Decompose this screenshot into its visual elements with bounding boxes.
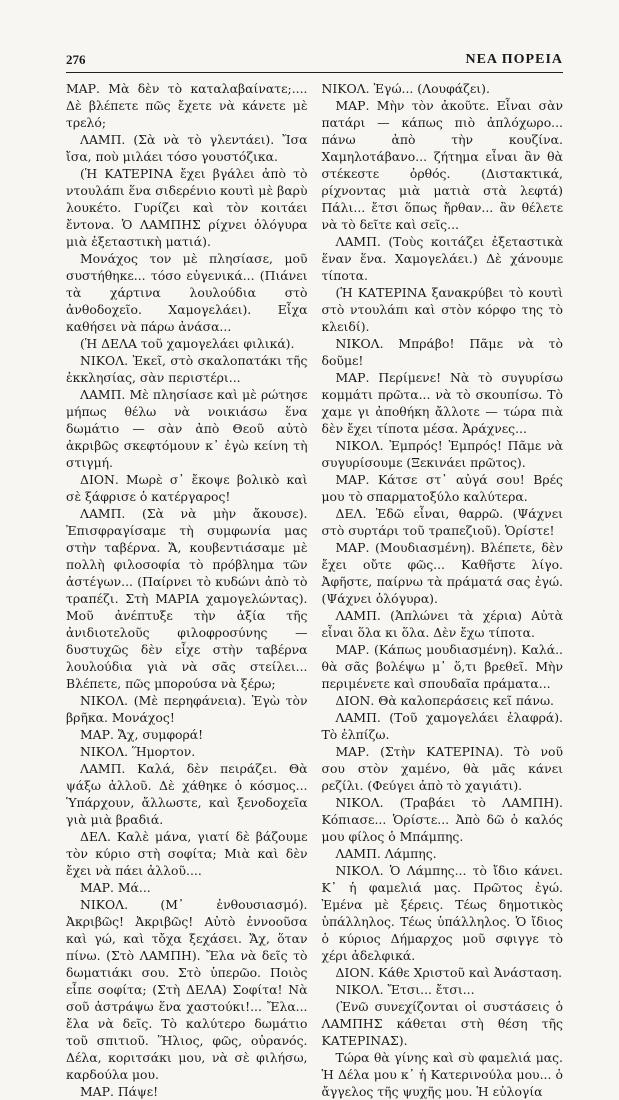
paragraph: (Ἐνῶ συνεχίζονται οἱ συστάσεις ὁ ΛΑΜΠΗΣ κάθεται στὴ θέση τῆς ΚΑΤΕΡΙΝΑΣ).: [321, 999, 563, 1048]
page-number: 276: [66, 52, 86, 67]
paragraph: ΝΙΚΟΛ. Ὁ Λάμπης... τὸ ἴδιο κάνει. Κ᾽ ἡ φαμελιά μας. Πρῶτος ἐγώ. Ἐμένα μὲ ξέρεις. Τέως δημοτικὸς ὑπάλληλος. Τέως ὑπάλληλος. Ὁ ἴδιος ὁ κύριος Δήμαρχος μοῦ σφιγγε τὸ χέρι ἀδελφικά.: [321, 863, 563, 963]
paragraph: ΜΑΡ. (Στὴν ΚΑΤΕΡΙΝΑ). Τὸ νοῦ σου στὸν χαμένο, θὰ μᾶς κάνει ρεζίλι. (Φεύγει ἀπὸ τὸ χαγιάτι).: [321, 744, 563, 793]
page-header: [66, 46, 563, 73]
paragraph: ΛΑΜΠ. Λάμπης.: [335, 846, 437, 861]
left-column: [66, 80, 308, 1099]
paragraph: ΔΙΟΝ. Μωρὲ σ᾽ ἔκοψε βολικὸ καὶ σὲ ξάφρισε ὁ κατέργαρος!: [66, 472, 308, 504]
paragraph: ΝΙΚΟΛ. Ἐγώ... (Λουφάζει).: [321, 81, 490, 96]
paragraph: (Ἡ ΚΑΤΕΡΙΝΑ ξανακρύβει τὸ κουτὶ στὸ ντουλάπι καὶ στὸν κόρφο της τὸ κλειδί).: [321, 285, 563, 334]
paragraph: ΝΙΚΟΛ. Ἐμπρός! Ἐμπρός! Πᾶμε νὰ συγυρίσουμε (Ξεκινάει πρῶτος).: [321, 438, 563, 470]
paragraph: ΜΑΡ. Μά...: [80, 880, 151, 895]
paragraph: ΔΕΛ. Ἐδῶ εἶναι, θαρρῶ. (Ψάχνει στὸ συρτάρι τοῦ τραπεζιοῦ). Ὁρίστε!: [321, 506, 563, 538]
paragraph: ΝΙΚΟΛ. Ἔτσι... ἔτσι...: [335, 982, 475, 997]
paragraph: ΜΑΡ. Πάψε!: [80, 1084, 159, 1099]
paragraph: ΝΙΚΟΛ. (Τραβάει τὸ ΛΑΜΠΗ). Κόπιασε... Ὁρίστε... Ἀπὸ δῶ ὁ καλός μου φίλος ὁ Μπάμπης.: [321, 795, 563, 844]
paragraph: Τώρα θὰ γίνης καὶ σὺ φαμελιά μας. Ἡ Δέλα μου κ᾽ ἡ Κατερινούλα μου... ὁ ἄγγελος τῆς ψυχῆς μου. Ἡ εὐλογία: [321, 1050, 563, 1099]
paragraph: ΜΑΡ. Μὰ δὲν τὸ καταλαβαίνατε;.... Δὲ βλέπετε πῶς ἔχετε νὰ κάνετε μὲ τρελό;: [66, 81, 308, 130]
paragraph: ΛΑΜΠ. (Τοὺς κοιτάζει ἐξεταστικὰ ἕναν ἕνα. Χαμογελάει.) Δὲ χάνουμε τίποτα.: [321, 234, 563, 283]
paragraph: (Ἡ ΚΑΤΕΡΙΝΑ ἔχει βγάλει ἀπὸ τὸ ντουλάπι ἕνα σιδερένιο κουτὶ μὲ βαρὺ λουκέτο. Γυρίζει καὶ τὸν κοιτάει ἔντονα. Ὁ ΛΑΜΠΗΣ ρίχνει ὁλόγυρα μιὰ ἐξεταστικὴ ματιά).: [66, 166, 308, 249]
paragraph: (Ἡ ΔΕΛΑ τοῦ χαμογελάει φιλικά).: [80, 336, 295, 351]
paragraph: ΔΙΟΝ. Θὰ καλοπεράσεις κεῖ πάνω.: [335, 693, 554, 708]
running-head: ΝΕΑ ΠΟΡΕΙΑ: [465, 52, 563, 67]
paragraph: ΛΑΜΠ. Καλά, δὲν πειράζει. Θὰ ψάξω ἀλλοῦ. Δὲ χάθηκε ὁ κόσμος... Ὑπάρχουν, ἄλλωστε, καὶ ξενοδοχεῖα γιὰ μιὰ βραδιά.: [66, 761, 308, 827]
paragraph: ΛΑΜΠ. (Σὰ νὰ τὸ γλεντάει). Ἴσα ἴσα, ποὺ μιλάει τόσο γουστόζικα.: [66, 132, 308, 164]
paragraph: ΜΑΡ. (Μουδιασμένη). Βλέπετε, δὲν ἔχει οὔτε φῶς... Καθῆστε λίγο. Ἀφῆστε, παίρνω τὰ πράματά σας ἐγώ. (Ψάχνει ὁλόγυρα).: [321, 540, 563, 606]
paragraph: ΜΑΡ. Ἄχ, συμφορά!: [80, 727, 204, 742]
right-column: [321, 80, 564, 1099]
paragraph: ΔΕΛ. Καλὲ μάνα, γιατί δὲ βάζουμε τὸν κύριο στὴ σοφίτα; Μιὰ καὶ δὲν ἔχει νὰ πάει ἀλλοῦ....: [66, 829, 308, 878]
paragraph: ΛΑΜΠ. (Σὰ νὰ μὴν ἄκουσε). Ἐπισφραγίσαμε τὴ συμφωνία μας στὴν ταβέρνα. Ἄ, κουβεντιάσαμε μὲ πολλὴ φιλοσοφία τὸ πρόβλημα τῶν ἀστέγων... (Παίρνει τὸ κυδώνι ἀπὸ τὸ τραπέζι. Στὴ ΜΑΡΙΑ χαμογελώντας). Μοῦ ἀνέπτυξε τὴν ἀξία τῆς ἀνιδιοτελοῦς φιλοφροσύνης — δυστυχῶς δὲν εἶχε στὴν ταβέρνα λουλούδια γιὰ νὰ σᾶς στείλει... Βλέπετε, πῶς μπορούσα νὰ ξέρω;: [66, 506, 308, 691]
paragraph: ΝΙΚΟΛ. Ἥμορτον.: [80, 744, 196, 759]
paragraph: ΜΑΡ. Μὴν τὸν ἀκοῦτε. Εἶναι σὰν πατάρι — κάπως πιὸ ἀπλόχωρο... πάνω ἀπὸ τὴν κουζίνα. Χαμηλοτάβανο... ζήτημα εἶναι ἂν θὰ στέκεστε ὀρθός. (Διστακτικά, ρίχνοντας μιὰ ματιὰ στὰ λεφτά) Πάλι... ἔτσι ὅπως ἤρθαν... ἂν θέλετε νὰ τὸ δεῖτε καὶ σεῖς...: [321, 98, 563, 232]
paragraph: Μονάχος τον μὲ πλησίασε, μοῦ συστήθηκε... τόσο εὐγενικά... (Πιάνει τὰ χάρτινα λουλούδια στὸ ἀνθοδοχεῖο. Χαμογελάει). Εἶχα καθήσει νὰ πάρω ἀνάσα...: [66, 251, 308, 334]
paragraph: ΜΑΡ. (Κάπως μουδιασμένη). Καλά.. θὰ σᾶς βολέψω μ᾽ ὅ,τι βρεθεῖ. Μὴν περιμένετε καὶ σπουδαῖα πράματα...: [321, 642, 563, 691]
paragraph: ΛΑΜΠ. (Τοῦ χαμογελάει ἐλαφρά). Τὸ ἐλπίζω.: [321, 710, 563, 742]
paragraph: ΜΑΡ. Περίμενε! Νὰ τὸ συγυρίσω κομμάτι πρῶτα... νὰ τὸ σκουπίσω. Τὸ χαμε γι ἀποθήκη ἄλλοτε — τώρα πιὰ δὲν ἔχει τίποτα μέσα. Ἀράχνες...: [321, 370, 563, 436]
paragraph: ΜΑΡ. Κάτσε στ᾽ αὐγά σου! Βρές μου τὸ σπαρματοξύλο καλύτερα.: [321, 472, 563, 504]
paragraph: ΔΙΟΝ. Κάθε Χριστοῦ καὶ Ἀνάσταση.: [335, 965, 563, 980]
paragraph: ΝΙΚΟΛ. Μπράβο! Πᾶμε νὰ τὸ δοῦμε!: [321, 336, 563, 368]
text-columns: [66, 80, 563, 1099]
paragraph: ΛΑΜΠ. Μὲ πλησίασε καὶ μὲ ρώτησε μήπως θέλω νὰ νοικιάσω ἕνα δωμάτιο — σὰν ἀπὸ Θεοῦ αὐτὸ ἀκριβῶς σκεφτόμουν κ᾽ ἐγὼ κείνη τὴ στιγμή.: [66, 387, 308, 470]
paragraph: ΝΙΚΟΛ. (Μ᾽ ἐνθουσιασμό). Ἀκριβῶς! Ἀκριβῶς! Αὐτὸ ἐννοοῦσα καὶ γώ, καὶ τὄχα ξεχάσει. Ἄχ, ὅταν πίνω. (Στὸ ΛΑΜΠΗ). Ἔλα νὰ δεῖς τὸ δωματιάκι σου. Στὸ ὑπερῶο. Ποιὸς εἶπε σοφίτα; (Στὴ ΔΕΛΑ) Σοφίτα! Νὰ σοῦ ἀστράψω ἕνα χαστούκι!... Ἔλα... ἔλα νὰ δεῖς. Τὸ καλύτερο δωμάτιο τοῦ σπιτιοῦ. Ἥλιος, φῶς, οὐρανός. Δέλα, κοριτσάκι μου, νὰ σὲ φιλήσω, καρδούλα μου.: [66, 897, 308, 1082]
paragraph: ΛΑΜΠ. (Ἁπλώνει τὰ χέρια) Αὐτὰ εἶναι ὅλα κι ὅλα. Δὲν ἔχω τίποτα.: [321, 608, 563, 640]
paragraph: ΝΙΚΟΛ. (Μὲ περηφάνεια). Ἐγὼ τὸν βρῆκα. Μονάχος!: [66, 693, 308, 725]
paragraph: ΝΙΚΟΛ. Ἐκεῖ, στὸ σκαλοπατάκι τῆς ἐκκλησίας, σὰν περιστέρι...: [66, 353, 308, 385]
